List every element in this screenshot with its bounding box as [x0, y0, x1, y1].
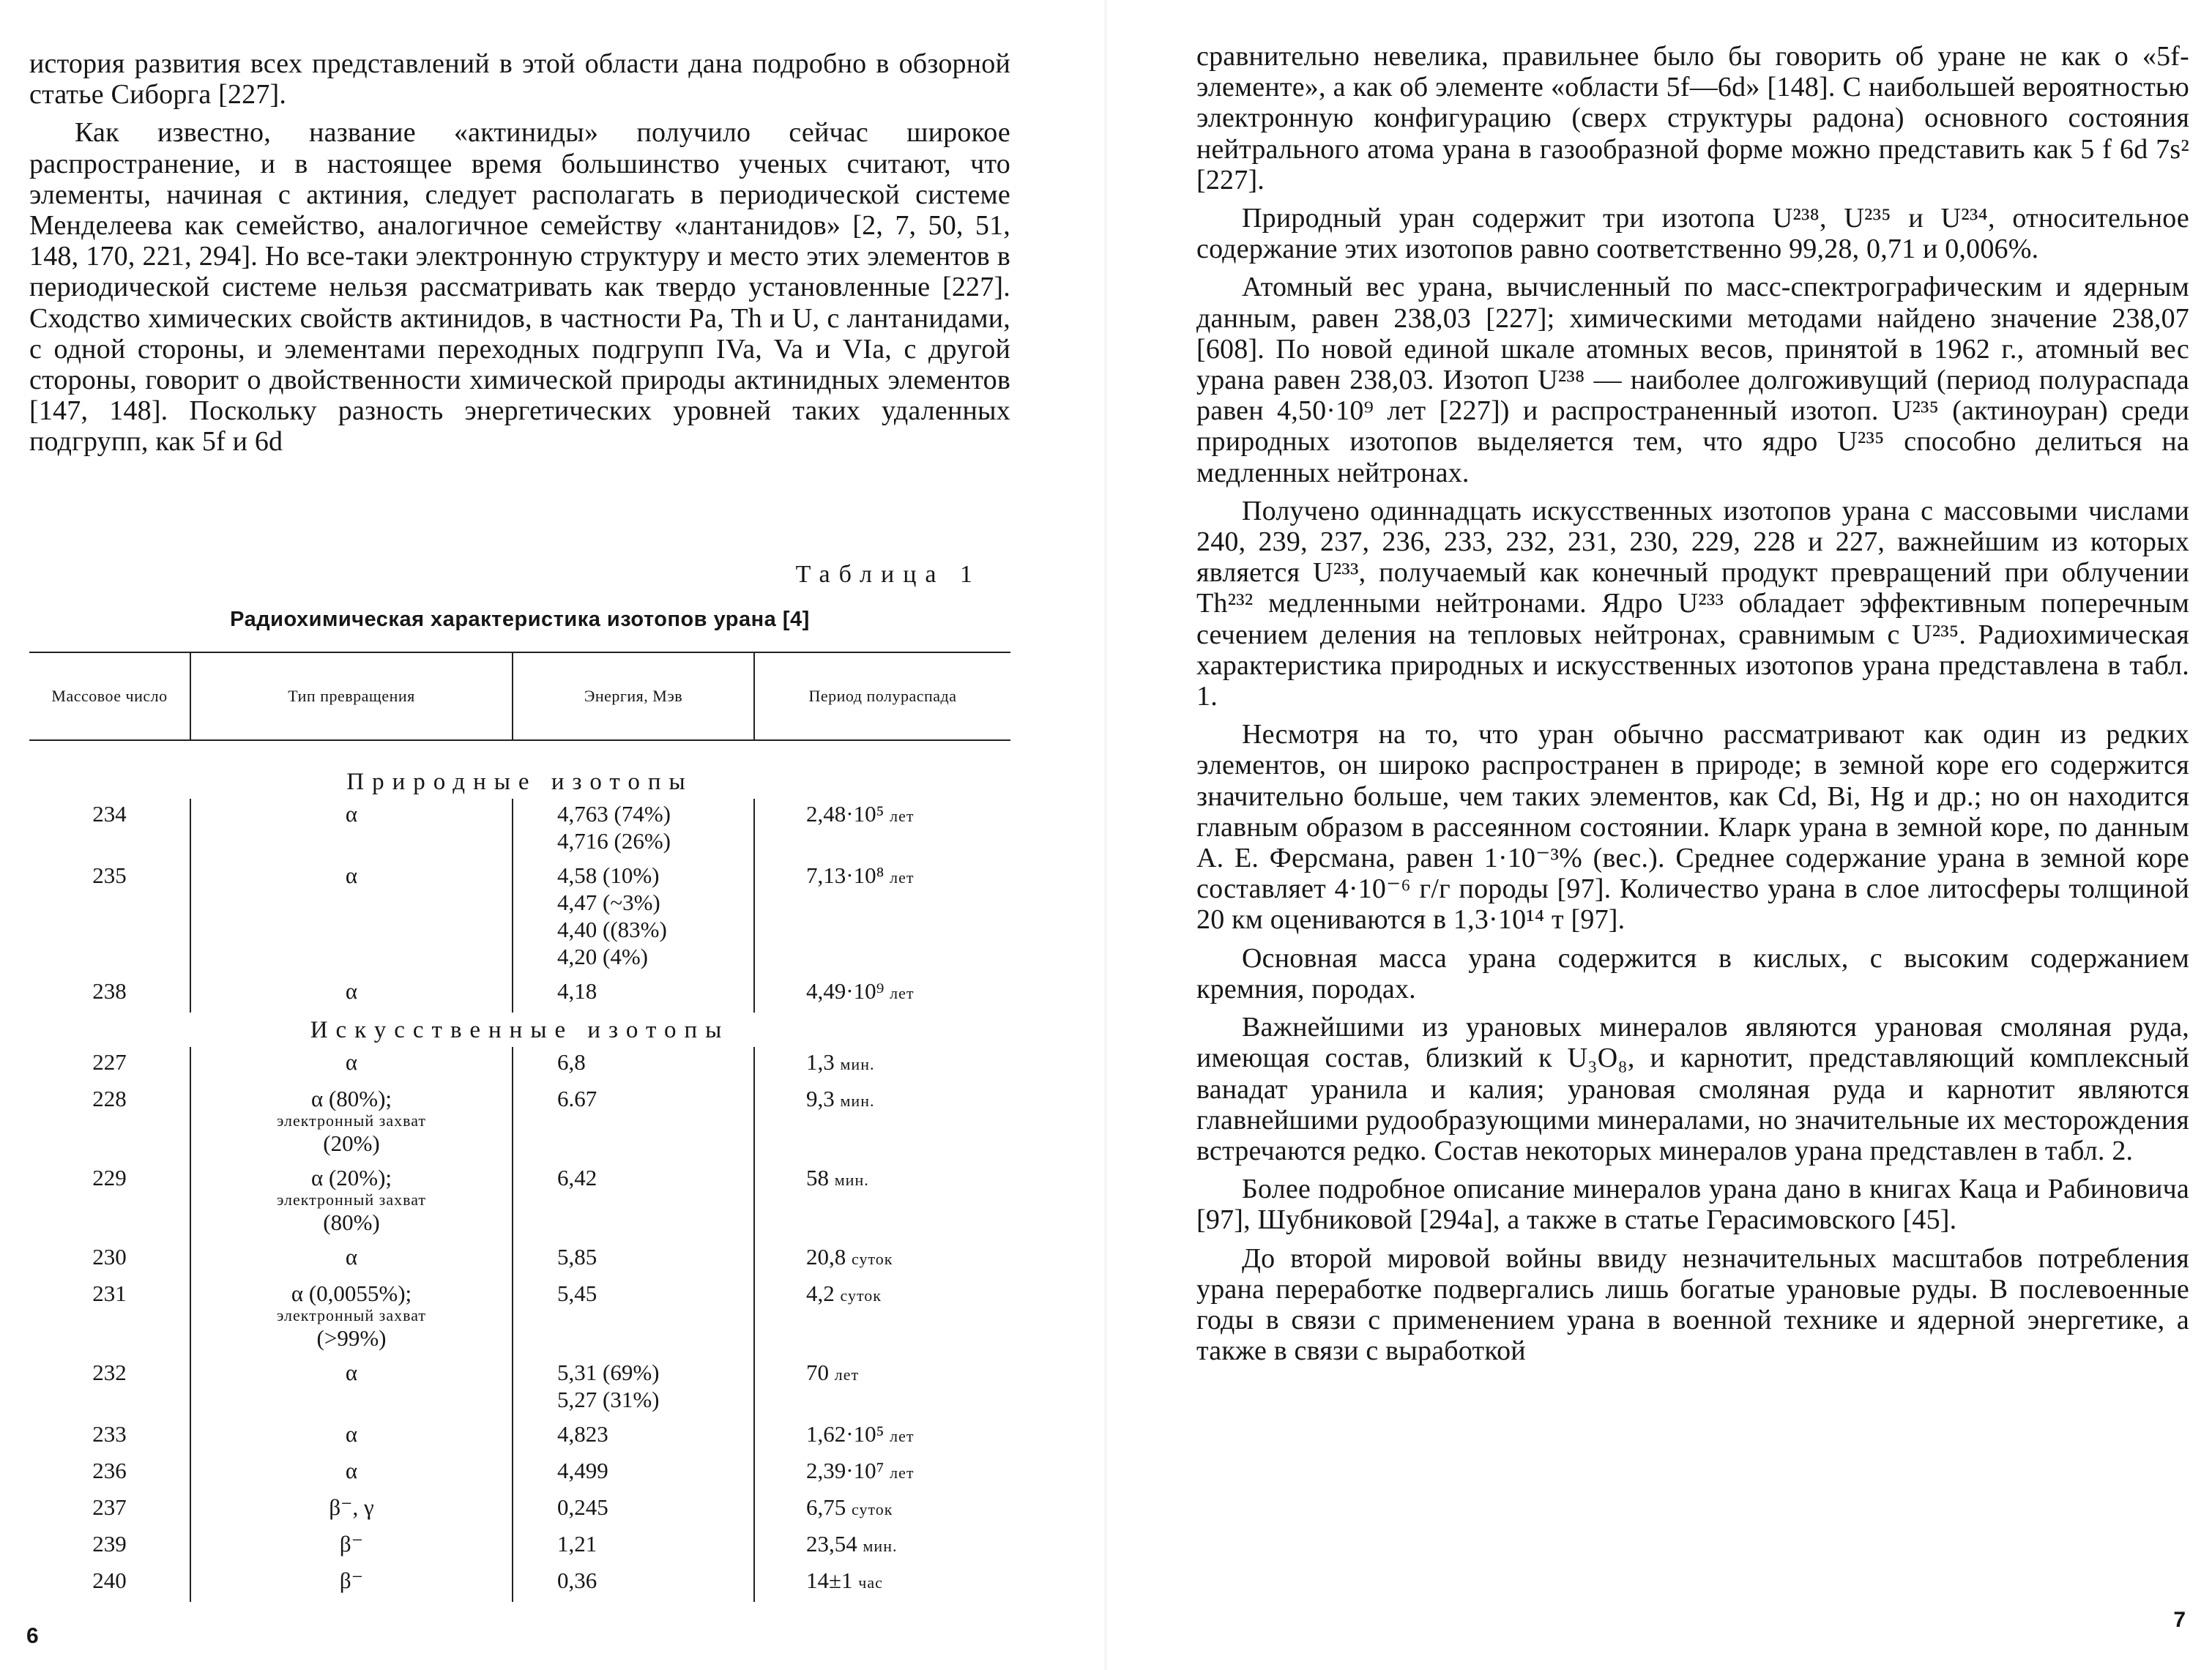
table-row — [29, 1163, 1010, 1242]
energy-cell — [513, 1419, 754, 1455]
decay-type-cell — [190, 1047, 513, 1084]
decay-type-note: электронный захват — [276, 1306, 427, 1324]
energy-value: 4,499 — [557, 1458, 608, 1483]
table-row — [29, 976, 1010, 1013]
half-life-cell — [754, 1455, 1010, 1492]
energy-cell — [513, 1084, 754, 1163]
decay-type-cell — [190, 1278, 513, 1357]
decay-type-cell — [190, 1084, 513, 1163]
column-header-energy: Энергия, Мэв — [513, 652, 754, 740]
decay-type: α — [345, 1360, 358, 1385]
decay-type-cell — [190, 1565, 513, 1602]
energy-cell — [513, 1047, 754, 1084]
decay-type: α — [345, 862, 358, 888]
section-title: Искусственные изотопы — [310, 1017, 730, 1043]
paragraph: Атомный вес урана, вычисленный по масс-спектрографическим и ядерным данным, равен 238,03 [227]; химическими методами найдено значение 238,07 [608]. По новой единой шкале атомных весов, принятой в 1962 г., атомный вес урана равен 238,03. Изотоп U²³⁸ — наиболее долгоживущий (период полураспада равен 4,50·10⁹ лет [227]) и распространенный изотоп. U²³⁵ (актиноуран) среди природных изотопов выделяется тем, что ядро U²³⁵ способно делиться на медленных нейтронах. — [1196, 272, 2189, 488]
half-life-unit: мин. — [863, 1537, 898, 1555]
energy-value: 6.67 — [557, 1086, 597, 1111]
half-life-value: 14±1 — [806, 1568, 853, 1593]
paragraph: Как известно, название «актиниды» получило сейчас широкое распространение, и в настоящее время большинство ученых считают, что элементы, начиная с актиния, следует располагать в периодической системе Менделеева как семейство, аналогичное семейству «лантанидов» [2, 7, 50, 51, 148, 170, 221, 294]. Но все-таки электронную структуру и место этих элементов в периодической системе нельзя рассматривать как твердо установленные [227]. Сходство химических свойств актинидов, в частности Pa, Th и U, с лантанидами, с одной стороны, и элементами переходных подгрупп IVa, Va и VIa, с другой стороны, говорит о двойственности химической природы актинидных элементов [147, 148]. Поскольку разность энергетических уровней таких удаленных подгрупп, как 5f и 6d — [29, 117, 1010, 458]
half-life-unit: суток — [852, 1500, 893, 1518]
table-row — [29, 860, 1010, 976]
table-row — [29, 1242, 1010, 1278]
half-life-unit: лет — [890, 1427, 915, 1445]
decay-type-cell — [190, 860, 513, 976]
section-title: Природные изотопы — [346, 769, 693, 795]
half-life-cell — [754, 1163, 1010, 1242]
energy-value: 0,36 — [557, 1568, 597, 1593]
decay-type: α — [345, 1244, 358, 1270]
table-row — [29, 1047, 1010, 1084]
energy-value: 5,45 — [557, 1281, 597, 1306]
half-life-unit: лет — [890, 807, 915, 825]
column-header-half-life: Период полураспада — [754, 652, 1010, 740]
energy-cell — [513, 1492, 754, 1529]
mass-number-cell: 234 — [92, 801, 127, 827]
energy-cell — [513, 1242, 754, 1278]
energy-cell — [513, 976, 754, 1013]
decay-type-cell — [190, 976, 513, 1013]
paragraph: Основная масса урана содержится в кислых, с высоким содержанием кремния, породах. — [1196, 942, 2189, 1004]
table-row — [29, 1565, 1010, 1602]
table-row — [29, 1084, 1010, 1163]
decay-type-cell — [190, 1492, 513, 1529]
mass-number-cell: 239 — [92, 1531, 127, 1557]
half-life-value: 23,54 — [806, 1531, 857, 1557]
mass-number-cell: 240 — [92, 1568, 127, 1593]
half-life-value: 58 — [806, 1165, 829, 1190]
half-life-cell — [754, 1565, 1010, 1602]
decay-type: β⁻ — [339, 1568, 364, 1593]
isotope-table — [29, 652, 1010, 1602]
decay-type: α — [345, 978, 358, 1004]
half-life-unit: суток — [840, 1286, 882, 1305]
table-section-row — [29, 1013, 1010, 1047]
decay-type: β⁻ — [339, 1531, 364, 1557]
decay-type: α — [345, 1458, 358, 1483]
mass-number-cell: 233 — [92, 1421, 127, 1447]
half-life-unit: лет — [890, 1464, 915, 1482]
table-caption: Радиохимическая характеристика изотопов урана [4] — [230, 608, 810, 631]
half-life-value: 4,2 — [806, 1281, 835, 1306]
isotope-table-body — [29, 740, 1010, 1602]
half-life-unit: мин. — [840, 1055, 875, 1073]
half-life-unit: мин. — [840, 1092, 875, 1110]
paragraph: Природный уран содержит три изотопа U²³⁸, U²³⁵ и U²³⁴, относительное содержание этих изотопов равно соответственно 99,28, 0,71 и 0,006%. — [1196, 203, 2189, 265]
paragraph: До второй мировой войны ввиду незначительных масштабов потребления урана переработке подвергались лишь богатые урановые руды. В послевоенные годы в связи с применением урана в военной технике и ядерной энергетике, а также в связи с выработкой — [1196, 1242, 2189, 1367]
energy-cell — [513, 1529, 754, 1565]
decay-type-fraction: (>99%) — [316, 1325, 387, 1351]
table-label: Таблица 1 — [795, 561, 981, 588]
table-section-row — [29, 740, 1010, 799]
energy-value: 6,8 — [557, 1049, 586, 1075]
mass-number-cell: 228 — [92, 1086, 127, 1111]
table-row — [29, 1278, 1010, 1357]
half-life-value: 70 — [806, 1360, 829, 1385]
energy-cell — [513, 1455, 754, 1492]
decay-type-fraction: (80%) — [323, 1209, 380, 1235]
energy-value: 5,85 — [557, 1244, 597, 1270]
half-life-unit: лет — [834, 1365, 860, 1384]
column-header-mass: Массовое число — [29, 652, 190, 740]
decay-type-cell — [190, 1419, 513, 1455]
energy-value: 4,40 ((83%) — [557, 917, 667, 942]
right-page — [1106, 0, 2212, 1670]
energy-value: 4,20 (4%) — [557, 944, 648, 969]
half-life-cell — [754, 799, 1010, 860]
decay-type-note: электронный захват — [276, 1111, 427, 1130]
energy-value: 4,18 — [557, 978, 597, 1004]
page-number: 6 — [26, 1624, 39, 1648]
half-life-cell — [754, 1278, 1010, 1357]
half-life-value: 2,48·10⁵ — [806, 801, 885, 827]
left-text-column — [29, 48, 1010, 458]
table-row — [29, 1529, 1010, 1565]
mass-number-cell: 237 — [92, 1494, 127, 1520]
paragraph: Важнейшими из урановых минералов являются урановая смоляная руда, имеющая состав, близкий к U₃O₈, и карнотит, представляющий комплексный ванадат уранила и калия; урановая смоляная руда и карнотит являются главнейшими рудообразующими минералами, но значительные их месторождения встречаются редко. Состав некоторых минералов урана представлен в табл. 2. — [1196, 1012, 2189, 1166]
table-row — [29, 1455, 1010, 1492]
mass-number-cell: 227 — [92, 1049, 127, 1075]
mass-number-cell: 229 — [92, 1165, 127, 1190]
half-life-cell — [754, 1357, 1010, 1419]
decay-type-cell — [190, 1242, 513, 1278]
decay-type: α (20%); — [310, 1165, 392, 1190]
half-life-cell — [754, 1419, 1010, 1455]
half-life-cell — [754, 1242, 1010, 1278]
energy-cell — [513, 1357, 754, 1419]
decay-type: α — [345, 1421, 358, 1447]
decay-type: α (0,0055%); — [291, 1281, 412, 1306]
energy-cell — [513, 860, 754, 976]
energy-value: 4,58 (10%) — [557, 862, 660, 888]
half-life-unit: лет — [890, 868, 915, 887]
paragraph: сравнительно невелика, правильнее было бы говорить об уране не как о «5f-элементе», а как об элементе «области 5f—6d» [148]. С наибольшей вероятностью электронную конфигурацию (сверх структуры радона) основного состояния нейтрального атома урана в газообразной форме можно представить как 5 f 6d 7s² [227]. — [1196, 41, 2189, 195]
decay-type-fraction: (20%) — [323, 1130, 380, 1156]
mass-number-cell: 230 — [92, 1244, 127, 1270]
mass-number-cell: 238 — [92, 978, 127, 1004]
mass-number-cell: 231 — [92, 1281, 127, 1306]
energy-value: 6,42 — [557, 1165, 597, 1190]
decay-type: α — [345, 1049, 358, 1075]
energy-value: 5,31 (69%) — [557, 1360, 660, 1385]
energy-value: 4,716 (26%) — [557, 828, 671, 854]
half-life-value: 6,75 — [806, 1494, 846, 1520]
half-life-cell — [754, 1084, 1010, 1163]
decay-type-cell — [190, 799, 513, 860]
half-life-unit: лет — [890, 984, 915, 1002]
half-life-cell — [754, 1492, 1010, 1529]
half-life-unit: мин. — [834, 1171, 869, 1189]
mass-number-cell: 235 — [92, 862, 127, 888]
half-life-value: 9,3 — [806, 1086, 835, 1111]
energy-value: 4,763 (74%) — [557, 801, 671, 827]
half-life-unit: суток — [852, 1250, 893, 1268]
energy-cell — [513, 1278, 754, 1357]
decay-type-cell — [190, 1455, 513, 1492]
half-life-cell — [754, 976, 1010, 1013]
half-life-cell — [754, 1047, 1010, 1084]
decay-type-cell — [190, 1357, 513, 1419]
energy-value: 4,47 (~3%) — [557, 890, 660, 915]
decay-type: α — [345, 801, 358, 827]
paragraph: Получено одиннадцать искусственных изотопов урана с массовыми числами 240, 239, 237, 236, 233, 232, 231, 230, 229, 228 и 227, важнейшим из которых является U²³³, получаемый как конечный продукт превращений при облучении Th²³² медленными нейтронами. Ядро U²³³ обладает эффективным поперечным сечением деления на тепловых нейтронах, сравнимым с U²³⁵. Радиохимическая характеристика природных и искусственных изотопов урана представлена в табл. 1. — [1196, 495, 2189, 712]
energy-cell — [513, 799, 754, 860]
decay-type: α (80%); — [310, 1086, 392, 1111]
energy-cell — [513, 1565, 754, 1602]
table-row — [29, 1419, 1010, 1455]
energy-value: 1,21 — [557, 1531, 597, 1557]
column-header-type: Тип превращения — [190, 652, 513, 740]
table-row — [29, 799, 1010, 860]
half-life-cell — [754, 1529, 1010, 1565]
half-life-unit: час — [858, 1573, 883, 1592]
table-header-row — [29, 652, 1010, 740]
mass-number-cell: 236 — [92, 1458, 127, 1483]
paragraph: Несмотря на то, что уран обычно рассматривают как один из редких элементов, он широко распространен в природе; в земной коре его содержится значительно больше, чем таких элементов, как Cd, Bi, Hg и др.; но он находится главным образом в рассеянном состоянии. Кларк урана в земной коре, по данным А. Е. Ферсмана, равен 1·10⁻³% (вес.). Среднее содержание урана в земной коре составляет 4·10⁻⁶ г/г породы [97]. Количество урана в слое литосферы толщиной 20 км оцениваются в 1,3·10¹⁴ т [97]. — [1196, 719, 2189, 936]
decay-type-note: электронный захват — [276, 1190, 427, 1209]
table-row — [29, 1492, 1010, 1529]
half-life-value: 20,8 — [806, 1244, 846, 1270]
paragraph: история развития всех представлений в этой области дана подробно в обзорной статье Сиборга [227]. — [29, 48, 1010, 111]
half-life-value: 1,3 — [806, 1049, 835, 1075]
decay-type-cell — [190, 1163, 513, 1242]
energy-value: 4,823 — [557, 1421, 608, 1447]
energy-cell — [513, 1163, 754, 1242]
energy-value: 5,27 (31%) — [557, 1387, 660, 1412]
decay-type-cell — [190, 1529, 513, 1565]
decay-type: β⁻, γ — [329, 1494, 374, 1520]
half-life-cell — [754, 860, 1010, 976]
half-life-value: 4,49·10⁹ — [806, 978, 885, 1004]
paragraph: Более подробное описание минералов урана дано в книгах Каца и Рабиновича [97], Шубниковой [294а], а также в статье Герасимовского [45]. — [1196, 1174, 2189, 1236]
half-life-value: 1,62·10⁵ — [806, 1421, 885, 1447]
table-row — [29, 1357, 1010, 1419]
mass-number-cell: 232 — [92, 1360, 127, 1385]
half-life-value: 2,39·10⁷ — [806, 1458, 885, 1483]
energy-value: 0,245 — [557, 1494, 608, 1520]
right-text-column — [1196, 41, 2189, 1366]
half-life-value: 7,13·10⁸ — [806, 862, 885, 888]
page-number: 7 — [2173, 1608, 2186, 1632]
